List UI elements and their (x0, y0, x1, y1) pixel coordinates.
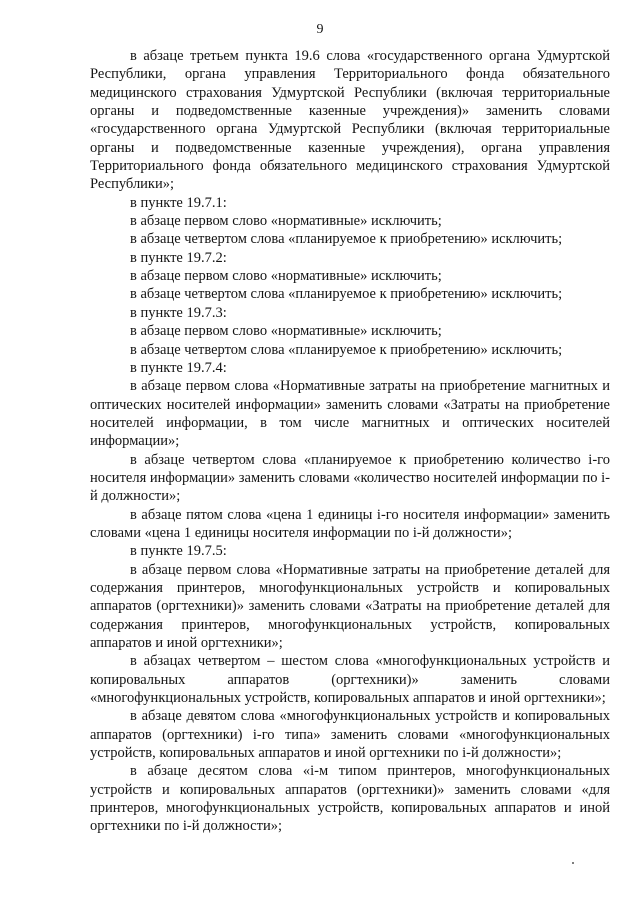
paragraph: в пункте 19.7.4: (130, 359, 227, 376)
paragraph: в абзаце девятом слова «многофункциональных устройств и копировальных аппаратов (оргтехники) i-го типа» заменить словами «многофункциональных устройств, копировальных аппаратов и иной оргтехники по i-й должности»; (90, 708, 610, 762)
paragraph: в пункте 19.7.1: (130, 194, 227, 211)
paragraph: в абзаце третьем пункта 19.6 слова «государственного органа Удмуртской Республики, органа управления Территориального фонда обязательного медицинского страхования Удмуртской Республики (включая территориальные органы и подведомственные казенные учреждения)» заменить словами «государственного органа Удмуртской Республики (включая территориальные органы и подведомственные казенные учреждения), органа управления Территориального фонда обязательного медицинского страхования Удмуртской Республики»; (90, 48, 610, 193)
paragraph: в абзаце первом слово «нормативные» исключить; (130, 268, 442, 285)
document-body (90, 47, 610, 836)
page-number: 9 (316, 22, 324, 37)
paragraph: в абзаце четвертом слова «планируемое к приобретению» исключить; (130, 341, 563, 358)
paragraph: в абзаце первом слово «нормативные» исключить; (130, 323, 442, 340)
paragraph: в абзаце четвертом слова «планируемое к приобретению» исключить; (130, 231, 563, 248)
paragraph: в абзаце четвертом слова «планируемое к приобретению количество i-го носителя информации» заменить словами «количество носителей информации по i-й должности»; (90, 451, 610, 505)
paragraph: в абзаце первом слова «Нормативные затраты на приобретение деталей для содержания принтеров, многофункциональных устройств и копировальных аппаратов (оргтехники)» заменить словами «Затраты на приобретение деталей для содержания принтеров, многофункциональных устройств, копировальных аппаратов и иной оргтехники»; (90, 561, 610, 651)
paragraph: в абзаце десятом слова «i-м типом принтеров, многофункциональных устройств и копировальных аппаратов (оргтехники)» заменить словами «для принтеров, многофункциональных устройств, копировальных аппаратов и иной оргтехники по i-й должности»; (90, 763, 610, 835)
paragraph: в абзаце первом слова «Нормативные затраты на приобретение магнитных и оптических носителей информации» заменить словами «Затраты на приобретение носителей информации, в том числе магнитных и оптических носителей информации»; (90, 378, 610, 450)
paragraph: в пункте 19.7.3: (130, 304, 227, 321)
paragraph: в пункте 19.7.5: (130, 543, 227, 560)
paragraph: в абзаце пятом слова «цена 1 единицы i-го носителя информации» заменить словами «цена 1 единицы носителя информации по i-й должности»; (90, 506, 610, 541)
paragraph: в абзаце первом слово «нормативные» исключить; (130, 213, 442, 230)
paragraph: в пункте 19.7.2: (130, 249, 227, 266)
scan-artifact (572, 862, 574, 864)
paragraph: в абзаце четвертом слова «планируемое к приобретению» исключить; (130, 286, 563, 303)
paragraph: в абзацах четвертом – шестом слова «многофункциональных устройств и копировальных аппаратов (оргтехники)» заменить словами «многофункциональных устройств, копировальных аппаратов и иной оргтехники»; (90, 653, 610, 707)
